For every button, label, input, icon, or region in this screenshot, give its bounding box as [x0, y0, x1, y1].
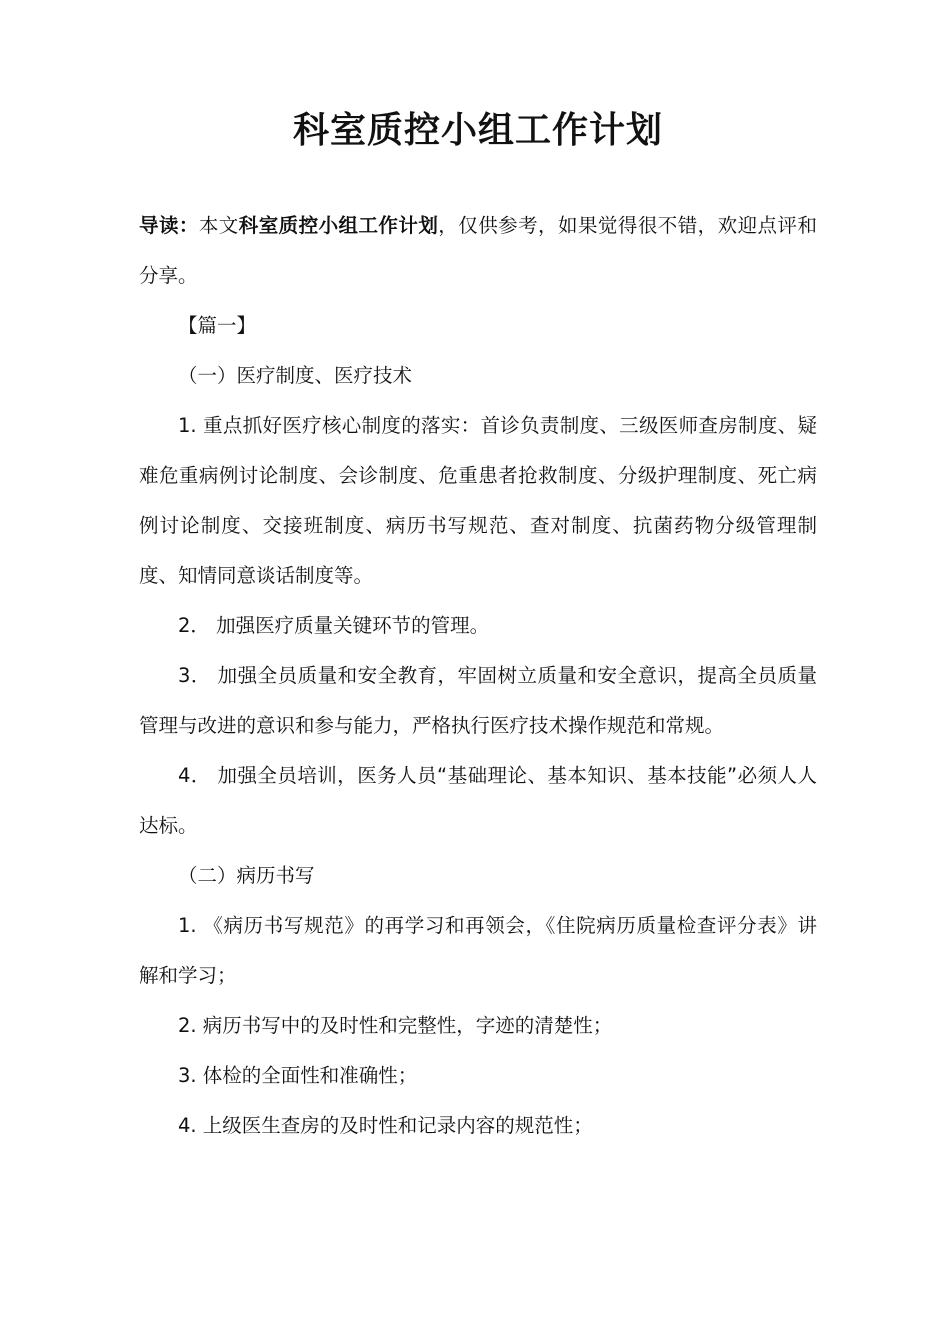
intro-text-before: 本文: [198, 214, 239, 237]
intro-paragraph: [139, 201, 817, 301]
section-1-item-3: 3． 加强全员质量和安全教育，牢固树立质量和安全意识，提高全员质量管理与改进的意识和参与能力，严格执行医疗技术操作规范和常规。: [139, 664, 817, 737]
document-body: [139, 201, 817, 1151]
section-2-item-4: 4. 上级医生查房的及时性和记录内容的规范性；: [178, 1114, 593, 1137]
section-1-item-2: 2． 加强医疗质量关键环节的管理。: [178, 614, 490, 637]
section-heading-2: （二）病历书写: [178, 864, 315, 887]
part-heading: 【篇一】: [178, 314, 257, 337]
intro-text-after: ，仅供参考，如果觉得很不错，欢迎点评和分享。: [139, 214, 817, 287]
section-2-item-2: 2. 病历书写中的及时性和完整性，字迹的清楚性；: [178, 1014, 613, 1037]
section-1-item-1: 1. 重点抓好医疗核心制度的落实：首诊负责制度、三级医师查房制度、疑难危重病例讨论制度、会诊制度、危重患者抢救制度、分级护理制度、死亡病例讨论制度、交接班制度、病历书写规范、查对制度、抗菌药物分级管理制度、知情同意谈话制度等。: [139, 414, 817, 587]
section-2-item-3: 3. 体检的全面性和准确性；: [178, 1064, 418, 1087]
intro-label: 导读：: [139, 214, 199, 237]
intro-bold-title: 科室质控小组工作计划: [238, 214, 439, 237]
document-title: 科室质控小组工作计划: [292, 110, 663, 151]
section-heading-1: （一）医疗制度、医疗技术: [178, 364, 413, 387]
section-2-item-1: 1. 《病历书写规范》的再学习和再领会，《住院病历质量检查评分表》讲解和学习；: [139, 914, 817, 987]
section-1-item-4: 4． 加强全员培训，医务人员“基础理论、基本知识、基本技能”必须人人达标。: [139, 764, 817, 837]
